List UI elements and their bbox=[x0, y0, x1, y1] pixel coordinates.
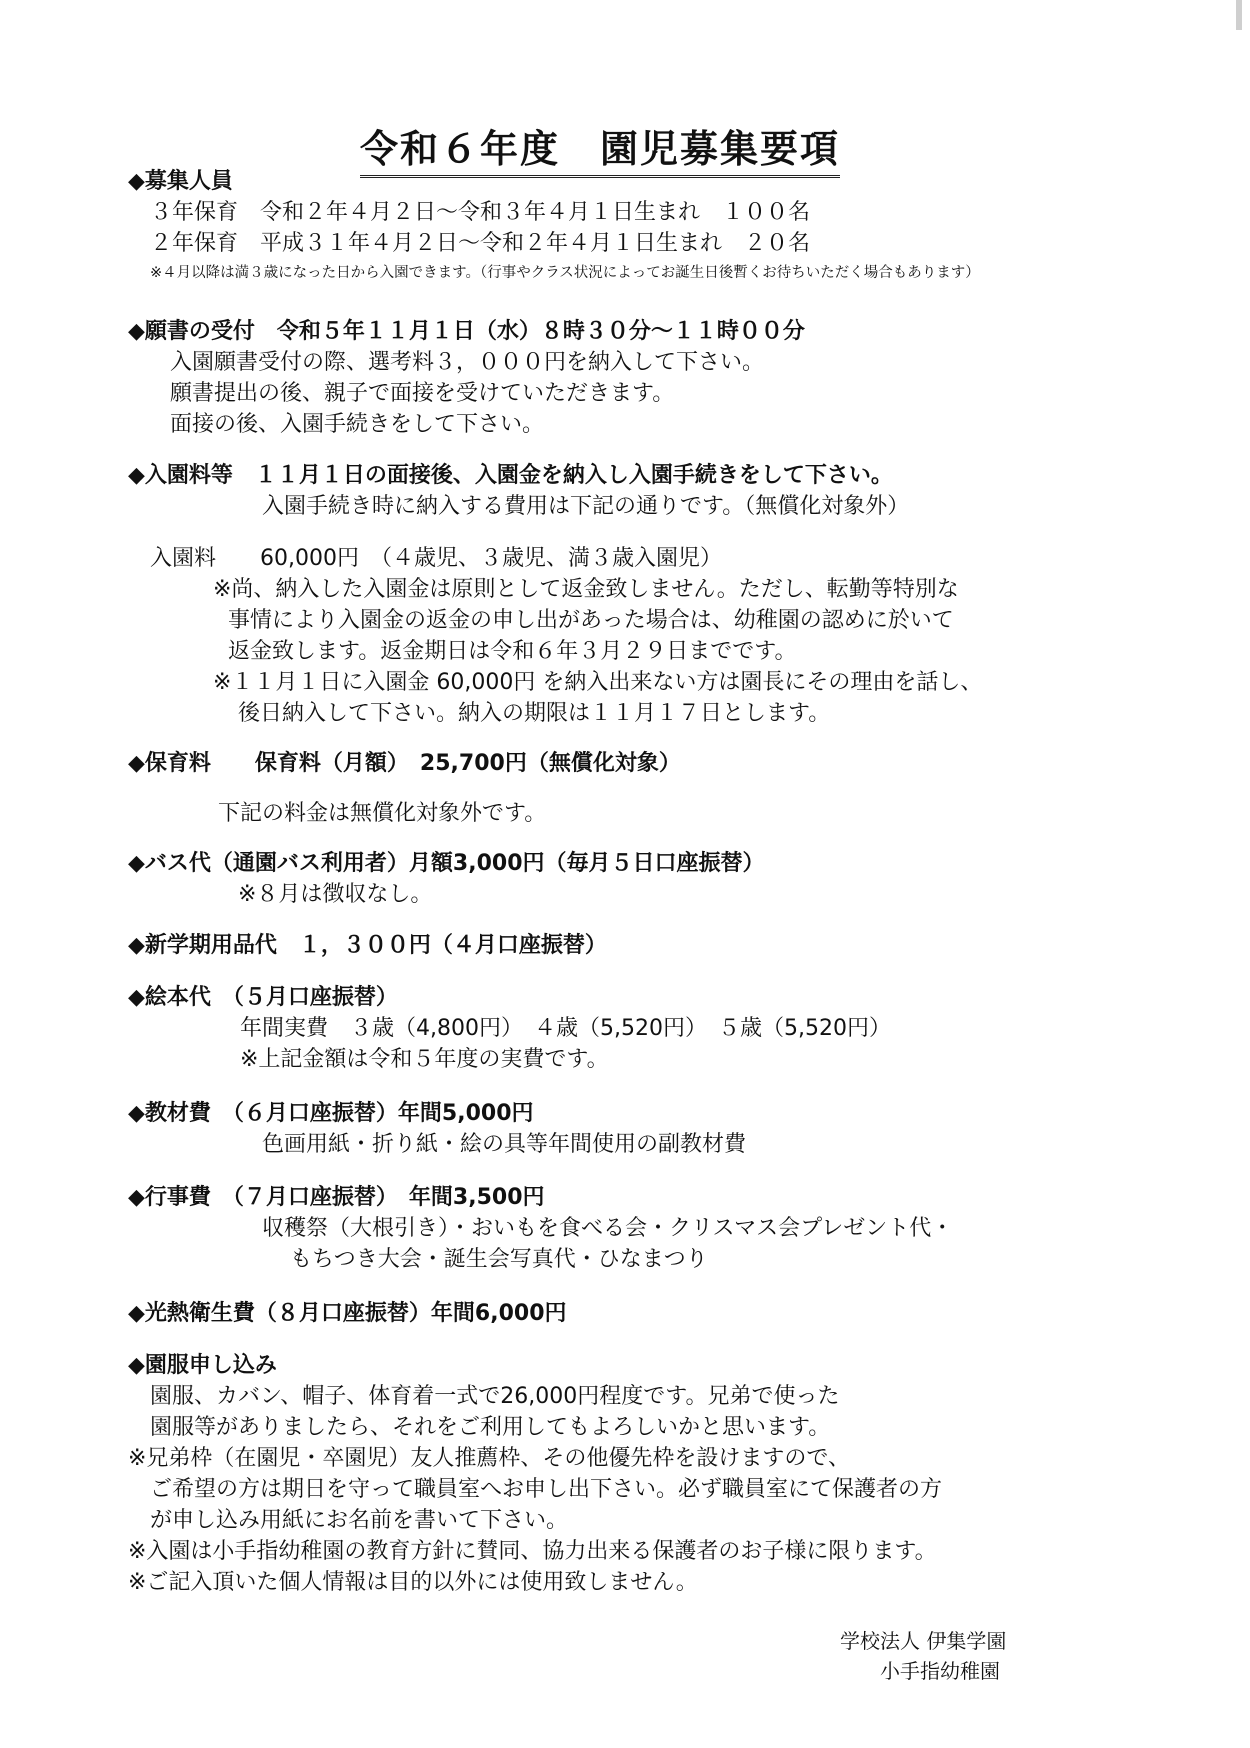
application-heading: ◆願書の受付 令和５年１１月１日（水）８時３０分～１１時００分 bbox=[128, 319, 805, 344]
page-title: 令和６年度 園児募集要項 bbox=[360, 118, 840, 178]
picture-book-fee-heading: ◆絵本代 （５月口座振替） bbox=[128, 985, 398, 1010]
childcare-fee-note: 下記の料金は無償化対象外です。 bbox=[218, 801, 547, 826]
school-name: 小手指幼稚園 bbox=[880, 1659, 1000, 1683]
uniform-note: が申し込み用紙にお名前を書いて下さい。 bbox=[150, 1508, 569, 1533]
picture-book-fee-note: ※上記金額は令和５年度の実費です。 bbox=[240, 1047, 609, 1072]
childcare-fee-heading: ◆保育料 保育料（月額） 25,700円（無償化対象） bbox=[128, 751, 681, 776]
admission-policy-note: ※入園は小手指幼稚園の教育方針に賛同、協力出来る保護者のお子様に限ります。 bbox=[128, 1539, 937, 1564]
bus-fee-heading: ◆バス代（通園バス利用者）月額3,000円（毎月５日口座振替） bbox=[128, 851, 765, 876]
admission-fee-note: 事情により入園金の返金の申し出があった場合は、幼稚園の認めに於いて bbox=[228, 608, 954, 633]
admission-fee-note: 返金致します。返金期日は令和６年３月２９日までです。 bbox=[228, 639, 797, 664]
admission-fee-note: ※尚、納入した入園金は原則として返金致しません。ただし、転勤等特別な bbox=[213, 577, 959, 602]
privacy-note: ※ご記入頂いた個人情報は目的以外には使用致しません。 bbox=[128, 1570, 698, 1595]
uniform-line: 園服、カバン、帽子、体育着一式で26,000円程度です。兄弟で使った bbox=[150, 1384, 840, 1409]
picture-book-fee-line: 年間実費 ３歳（4,800円） ４歳（5,520円） ５歳（5,520円） bbox=[240, 1016, 891, 1041]
utilities-fee-heading: ◆光熱衛生費（８月口座振替）年間6,000円 bbox=[128, 1301, 567, 1326]
application-line: 願書提出の後、親子で面接を受けていただきます。 bbox=[170, 381, 675, 406]
admission-fee-heading: ◆入園料等 １１月１日の面接後、入園金を納入し入園手続きをして下さい。 bbox=[128, 463, 893, 488]
recruit-row-2yr: ２年保育 平成３１年４月２日～令和２年４月１日生まれ ２０名 bbox=[150, 231, 811, 256]
events-fee-line: 収穫祭（大根引き）・おいもを食べる会・クリスマス会プレゼント代・ bbox=[262, 1216, 954, 1241]
admission-fee-note: 後日納入して下さい。納入の期限は１１月１７日とします。 bbox=[238, 701, 831, 726]
materials-fee-line: 色画用紙・折り紙・絵の具等年間使用の副教材費 bbox=[262, 1132, 747, 1157]
admission-fee-amount: 入園料 60,000円 （４歳児、３歳児、満３歳入園児） bbox=[150, 546, 722, 571]
uniform-note: ※兄弟枠（在園児・卒園児）友人推薦枠、その他優先枠を設けますので、 bbox=[128, 1446, 850, 1471]
admission-fee-line: 入園手続き時に納入する費用は下記の通りです。（無償化対象外） bbox=[262, 494, 910, 519]
events-fee-line: もちつき大会・誕生会写真代・ひなまつり bbox=[290, 1247, 708, 1272]
materials-fee-heading: ◆教材費 （６月口座振替）年間5,000円 bbox=[128, 1101, 534, 1126]
recruit-row-3yr: ３年保育 令和２年４月２日～令和３年４月１日生まれ １００名 bbox=[150, 200, 811, 225]
admission-fee-note: ※１１月１日に入園金 60,000円 を納入出来ない方は園長にその理由を話し、 bbox=[213, 670, 983, 695]
application-line: 入園願書受付の際、選考料３，０００円を納入して下さい。 bbox=[170, 350, 765, 375]
page-edge-mark bbox=[1236, 0, 1242, 30]
recruit-note: ※４月以降は満３歳になった日から入園できます。（行事やクラス状況によってお誕生日後暫くお待ちいただく場合もあります） bbox=[150, 265, 980, 281]
application-line: 面接の後、入園手続きをして下さい。 bbox=[170, 412, 545, 437]
recruit-heading: ◆募集人員 bbox=[128, 169, 233, 194]
uniform-note: ご希望の方は期日を守って職員室へお申し出下さい。必ず職員室にて保護者の方 bbox=[150, 1477, 943, 1502]
school-corporation-name: 学校法人 伊集学園 bbox=[840, 1629, 1007, 1653]
uniform-heading: ◆園服申し込み bbox=[128, 1353, 277, 1378]
uniform-line: 園服等がありましたら、それをご利用してもよろしいかと思います。 bbox=[150, 1415, 831, 1440]
supplies-fee-heading: ◆新学期用品代 １，３００円（４月口座振替） bbox=[128, 933, 607, 958]
events-fee-heading: ◆行事費 （７月口座振替） 年間3,500円 bbox=[128, 1185, 545, 1210]
bus-fee-note: ※８月は徴収なし。 bbox=[238, 882, 433, 907]
